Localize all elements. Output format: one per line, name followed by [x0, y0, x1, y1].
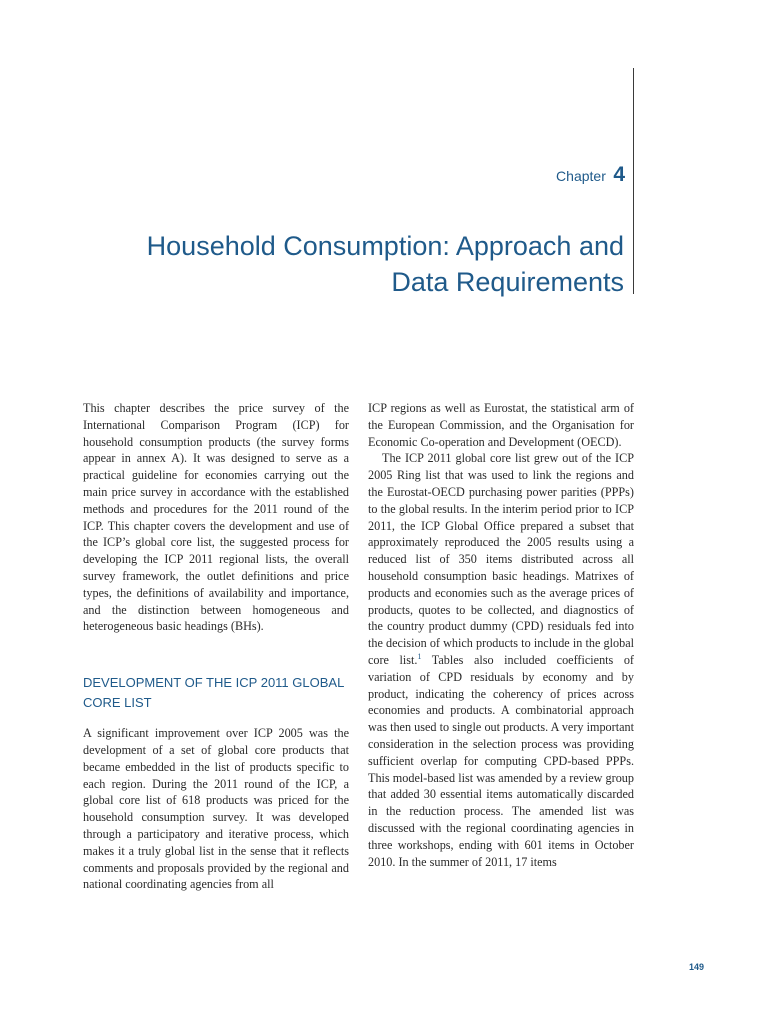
chapter-title	[104, 228, 624, 300]
right-column	[368, 400, 634, 870]
page-number: 149	[689, 962, 705, 972]
continuation-paragraph: ICP regions as well as Eurostat, the statistical arm of the European Commission, and the Organisation for Economic Co-operation and Development (OECD).	[368, 401, 634, 449]
intro-paragraph: This chapter describes the price survey of the International Comparison Program (ICP) for household consumption products (the survey forms appear in annex A). It was designed to serve as a practical guideline for economies carrying out the main price survey in accordance with the established methods and procedures for the 2011 round of the ICP. This chapter covers the development and use of the ICP’s global core list, the suggested process for developing the ICP 2011 regional lists, the overall survey framework, the outlet definitions and price types, the definitions of availability and importance, and the distinction between homogeneous and heterogeneous basic headings (BHs).	[83, 401, 349, 634]
header-vertical-rule	[633, 68, 634, 294]
chapter-number: 4	[613, 163, 625, 186]
chapter-word: Chapter	[556, 168, 606, 184]
core-list-text-part-1: The ICP 2011 global core list grew out of the ICP 2005 Ring list that was used to link the regions and the Eurostat-OECD purchasing power parities (PPPs) to the global results. In the interim period prior to ICP 2011, the ICP Global Office prepared a subset that approximately reproduced the 2005 results using a reduced list of 350 items distributed across all household consumption basic headings. Matrixes of products and economies such as the average prices of products, quotes to be collected, and diagnostics of the country product dummy (CPD) residuals fed into the decision of which products to include in the global core list.	[368, 451, 634, 667]
section-heading: DEVELOPMENT OF THE ICP 2011 GLOBAL CORE LIST	[83, 675, 344, 711]
left-column	[83, 400, 349, 893]
core-list-paragraph	[368, 450, 634, 870]
chapter-label	[556, 163, 625, 187]
chapter-title-line-1: Household Consumption: Approach and	[146, 231, 624, 261]
chapter-title-line-2: Data Requirements	[391, 267, 624, 297]
footnote-reference[interactable]: 1	[417, 651, 422, 661]
core-list-text-part-2: Tables also included coefficients of variation of CPD residuals by economy and by product, indicating the coherency of prices across economies and products. A combinatorial approach was then used to single out products. A very important consideration in the selection process was providing sufficient overlap for computing CPD-based PPPs. This model-based list was amended by a review group that added 30 essential items automatically discarded in the reduction process. The amended list was discussed with the regional coordinating agencies in three workshops, ending with 601 items in October 2010. In the summer of 2011, 17 items	[368, 652, 634, 869]
section-paragraph: A significant improvement over ICP 2005 was the development of a set of global core products that became embedded in the list of products specific to each region. During the 2011 round of the ICP, a global core list of 618 products was priced for the household consumption survey. It was developed through a participatory and iterative process, which makes it a truly global list in the sense that it reflects comments and proposals provided by the regional and national coordinating agencies from all	[83, 726, 349, 892]
